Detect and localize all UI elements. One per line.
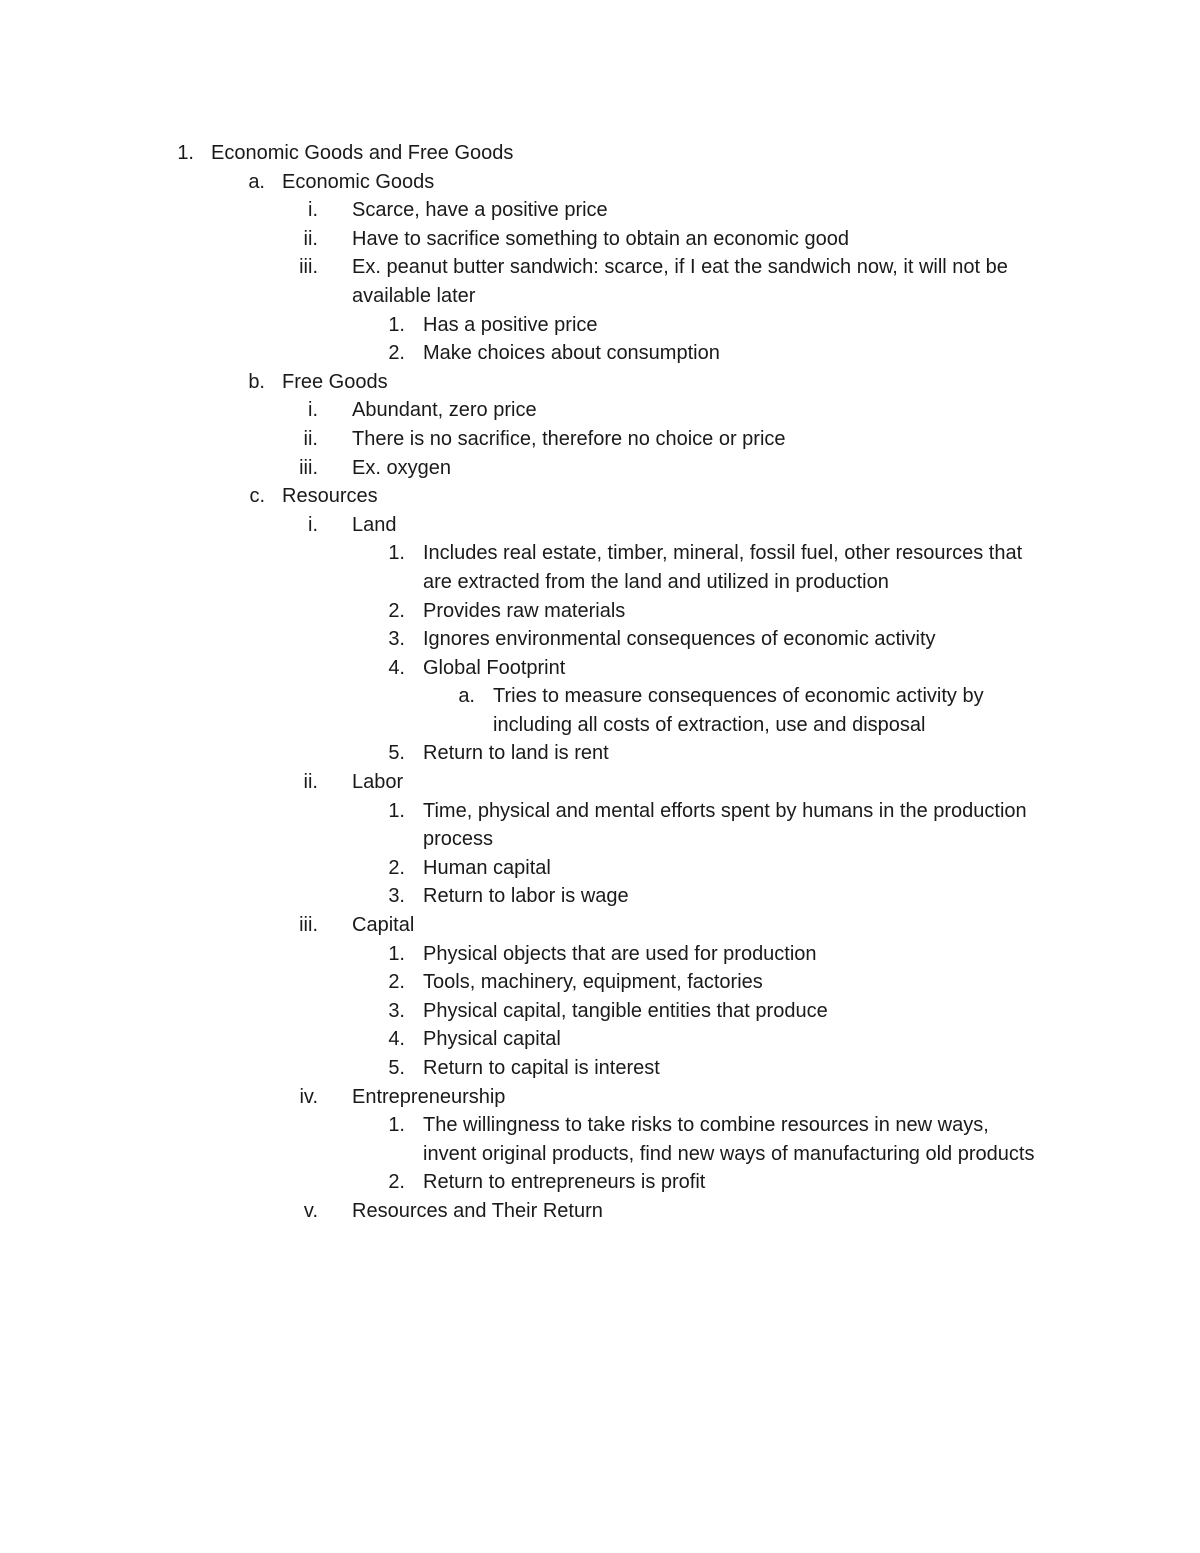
item-text: Ex. peanut butter sandwich: scarce, if I eat the sandwich now, it will not be available later [352,256,1008,307]
item-text: Ex. oxygen [352,456,451,479]
item-text: Physical capital, tangible entities that produce [423,999,828,1022]
outline-item [0,768,1200,797]
item-text: There is no sacrifice, therefore no choice or price [352,427,786,450]
item-text: Physical capital [423,1028,561,1051]
list-marker: 3. [388,628,405,651]
outline-item [0,597,1200,626]
list-marker: iii. [299,914,318,937]
outline-item [0,739,1200,768]
item-text: Includes real estate, timber, mineral, fossil fuel, other resources that are extracted from the land and utilized in production [423,542,1023,593]
outline-item [0,1168,1200,1197]
outline-item [0,882,1200,911]
item-text: Return to labor is wage [423,885,629,908]
item-text: Return to entrepreneurs is profit [423,1171,706,1194]
item-text: Scarce, have a positive price [352,199,608,222]
outline-item [0,196,1200,225]
outline-item [0,911,1200,940]
item-text: Economic Goods and Free Goods [211,142,514,164]
list-marker: a. [248,170,265,193]
outline-item [0,654,1200,683]
outline-item [0,682,1200,739]
outline-list [0,139,1200,1226]
list-marker: 1. [388,542,405,565]
list-marker: ii. [303,427,318,450]
item-text: Has a positive price [423,313,598,336]
outline-item [0,1197,1200,1226]
item-text: Return to land is rent [423,742,609,765]
outline-item [0,1025,1200,1054]
item-text: Labor [352,771,404,794]
list-marker: i. [308,513,318,536]
item-text: Resources and Their Return [352,1199,603,1222]
outline-item [0,940,1200,969]
item-text: Have to sacrifice something to obtain an economic good [352,227,849,250]
list-marker: 3. [388,885,405,908]
list-marker: iii. [299,256,318,279]
item-text: Global Footprint [423,656,566,679]
list-marker: 4. [388,656,405,679]
outline-item [0,225,1200,254]
outline-item [0,1111,1200,1168]
item-text: Land [352,513,397,536]
outline-item [0,797,1200,854]
outline-item [0,1054,1200,1083]
item-text: Tries to measure consequences of economic activity by including all costs of extraction, use and disposal [493,685,984,736]
list-marker: 1. [388,313,405,336]
outline-item [0,311,1200,340]
outline-item [0,139,1200,168]
outline-item [0,854,1200,883]
list-marker: i. [308,399,318,422]
outline-item [0,1083,1200,1112]
item-text: Time, physical and mental efforts spent by humans in the production process [423,799,1027,851]
outline-item [0,253,1200,310]
item-text: Capital [352,914,415,937]
outline-item [0,539,1200,596]
item-text: Resources [282,485,378,508]
list-marker: 1. [388,942,405,965]
list-marker: 3. [388,999,405,1022]
list-marker: 2. [388,971,405,994]
item-text: Make choices about consumption [423,342,720,365]
item-text: Human capital [423,856,551,879]
item-text: Entrepreneurship [352,1085,506,1108]
list-marker: i. [308,199,318,222]
list-marker: c. [249,485,265,508]
item-text: The willingness to take risks to combine resources in new ways, invent original products, find new ways of manufacturing old products [423,1114,1035,1165]
outline-item [0,968,1200,997]
list-marker: 2. [388,1171,405,1194]
list-marker: iii. [299,456,318,479]
outline-item [0,625,1200,654]
item-text: Physical objects that are used for production [423,942,817,965]
list-marker: 1. [177,142,194,164]
item-text: Free Goods [282,370,388,393]
list-marker: v. [303,1199,318,1222]
outline-item [0,511,1200,540]
list-marker: 1. [388,799,405,822]
list-marker: 5. [388,1057,405,1079]
item-text: Economic Goods [282,170,435,193]
outline-item [0,339,1200,368]
outline-item [0,997,1200,1026]
item-text: Provides raw materials [423,599,626,622]
outline-item [0,454,1200,483]
list-marker: 2. [388,342,405,365]
list-marker: 4. [388,1028,405,1051]
list-marker: 2. [388,856,405,879]
list-marker: ii. [303,771,318,794]
outline-item [0,425,1200,454]
outline-item [0,396,1200,425]
item-text: Tools, machinery, equipment, factories [423,971,763,994]
item-text: Abundant, zero price [352,399,537,422]
item-text: Return to capital is interest [423,1057,660,1079]
outline-item [0,168,1200,197]
outline-item [0,368,1200,397]
list-marker: iv. [299,1085,318,1108]
list-marker: 5. [388,742,405,765]
list-marker: 1. [388,1114,405,1137]
item-text: Ignores environmental consequences of economic activity [423,628,936,651]
outline-item [0,482,1200,511]
list-marker: ii. [303,227,318,250]
list-marker: b. [248,370,265,393]
list-marker: 2. [388,599,405,622]
list-marker: a. [458,685,475,708]
